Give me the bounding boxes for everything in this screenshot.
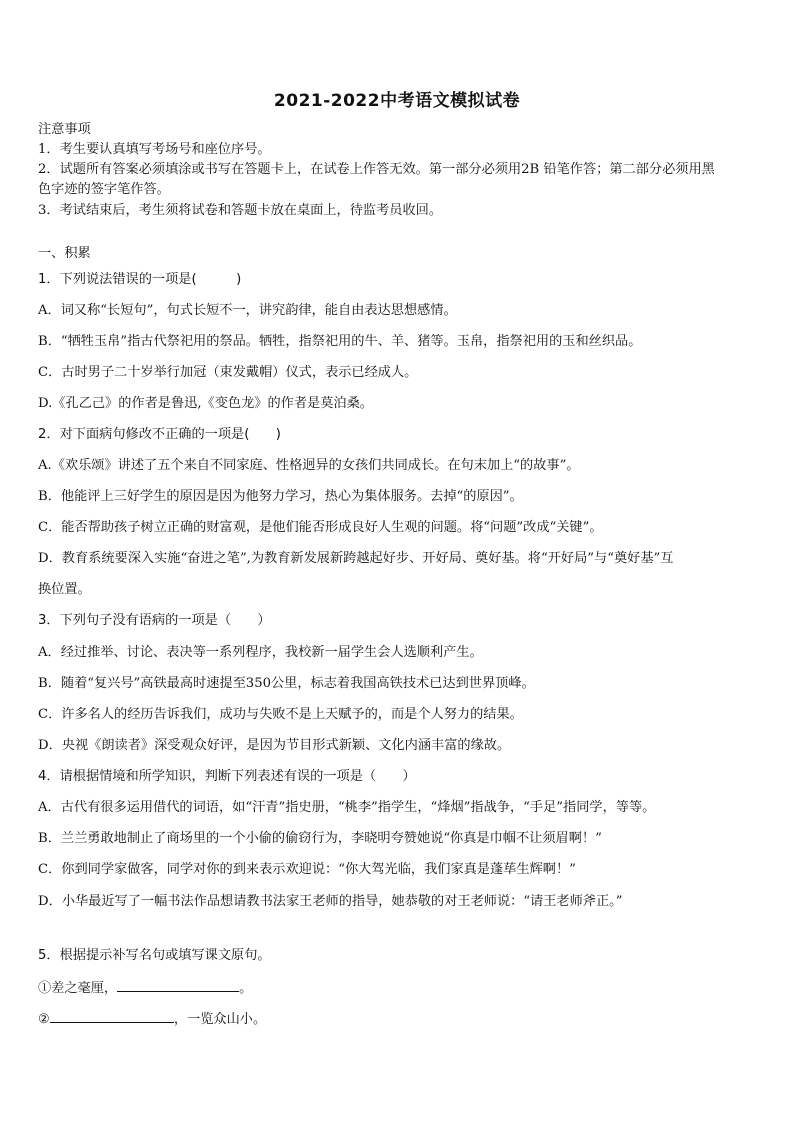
answer-blank[interactable] bbox=[117, 977, 239, 992]
question-option: C．能否帮助孩子树立正确的财富观，是他们能否形成良好人生观的问题。将“问题”改成“关键”。 bbox=[38, 520, 603, 535]
question-option: A．经过推举、讨论、表决等一系列程序，我校新一届学生会人选顺利产生。 bbox=[38, 645, 483, 660]
question-option: A.《欢乐颂》讲述了五个来自不同家庭、性格迥异的女孩们共同成长。在句末加上“的故事”。 bbox=[38, 458, 580, 473]
question-option: C．你到同学家做客，同学对你的到来表示欢迎说：“你大驾光临，我们家真是蓬荜生辉啊！” bbox=[38, 862, 576, 877]
question-option: B．“牺牲玉帛”指古代祭祀用的祭品。牺牲，指祭祀用的牛、羊、猪等。玉帛，指祭祀用的玉和丝织品。 bbox=[38, 334, 642, 349]
question-stem: 1．下列说法错误的一项是( ) bbox=[38, 272, 242, 287]
fill-in-line bbox=[38, 977, 758, 999]
notice-heading: 注意事项 bbox=[38, 122, 91, 137]
notice-item: 3．考试结束后，考生须将试卷和答题卡放在桌面上，待监考员收回。 bbox=[38, 203, 443, 218]
question-option: B．兰兰勇敢地制止了商场里的一个小偷的偷窃行为，李晓明夸赞她说“你真是巾帼不让须眉啊！” bbox=[38, 831, 602, 846]
question-option: D．教育系统要深入实施“奋进之笔”,为教育新发展新跨越起好步、开好局、奠好基。将“开好局”与“奠好基”互 bbox=[38, 551, 674, 566]
fill-in-line bbox=[38, 1008, 758, 1030]
question-stem: 3．下列句子没有语病的一项是（ ） bbox=[38, 613, 271, 628]
fill-prefix: ①差之毫厘， bbox=[38, 981, 118, 996]
fill-suffix: 。 bbox=[239, 981, 253, 996]
question-option: A．古代有很多运用借代的词语，如“汗青”指史册，“桃李”指学生，“烽烟”指战争，“手足”指同学，等等。 bbox=[38, 800, 656, 815]
question-option: B．他能评上三好学生的原因是因为他努力学习，热心为集体服务。去掉“的原因”。 bbox=[38, 489, 523, 504]
question-option: A．词又称“长短句”，句式长短不一，讲究韵律，能自由表达思想感情。 bbox=[38, 303, 457, 318]
question-stem: 4．请根据情境和所学知识，判断下列表述有误的一项是（ ） bbox=[38, 769, 416, 784]
notice-item: 色字迹的签字笔作答。 bbox=[38, 182, 170, 197]
question-option: C．古时男子二十岁举行加冠（束发戴帽）仪式，表示已经成人。 bbox=[38, 365, 418, 380]
question-option: D．小华最近写了一幅书法作品想请教书法家王老师的指导，她恭敬的对王老师说：“请王老师斧正。” bbox=[38, 894, 623, 909]
notice-item: 1．考生要认真填写考场号和座位序号。 bbox=[38, 142, 271, 157]
fill-prefix: ② bbox=[38, 1012, 50, 1027]
answer-blank[interactable] bbox=[50, 1008, 174, 1023]
question-stem: 2．对下面病句修改不正确的一项是( ) bbox=[38, 427, 281, 442]
section-heading: 一、积累 bbox=[38, 246, 91, 261]
question-option: B．随着“复兴号”高铁最高时速提至350公里，标志着我国高铁技术已达到世界顶峰。 bbox=[38, 676, 535, 691]
page-title: 2021-2022中考语文模拟试卷 bbox=[273, 91, 521, 111]
question-option: D.《孔乙己》的作者是鲁迅,《变色龙》的作者是莫泊桑。 bbox=[38, 396, 373, 411]
fill-suffix: ，一览众山小。 bbox=[173, 1012, 267, 1027]
question-option: D．央视《朗读者》深受观众好评，是因为节目形式新颖、文化内涵丰富的缘故。 bbox=[38, 738, 511, 753]
question-option: C．许多名人的经历告诉我们，成功与失败不是上天赋予的，而是个人努力的结果。 bbox=[38, 707, 523, 722]
question-option: 换位置。 bbox=[38, 582, 91, 597]
notice-item: 2．试题所有答案必须填涂或书写在答题卡上，在试卷上作答无效。第一部分必须用2B 铅笔作答；第二部分必须用黑 bbox=[38, 162, 715, 177]
question-stem: 5．根据提示补写名句或填写课文原句。 bbox=[38, 948, 271, 963]
